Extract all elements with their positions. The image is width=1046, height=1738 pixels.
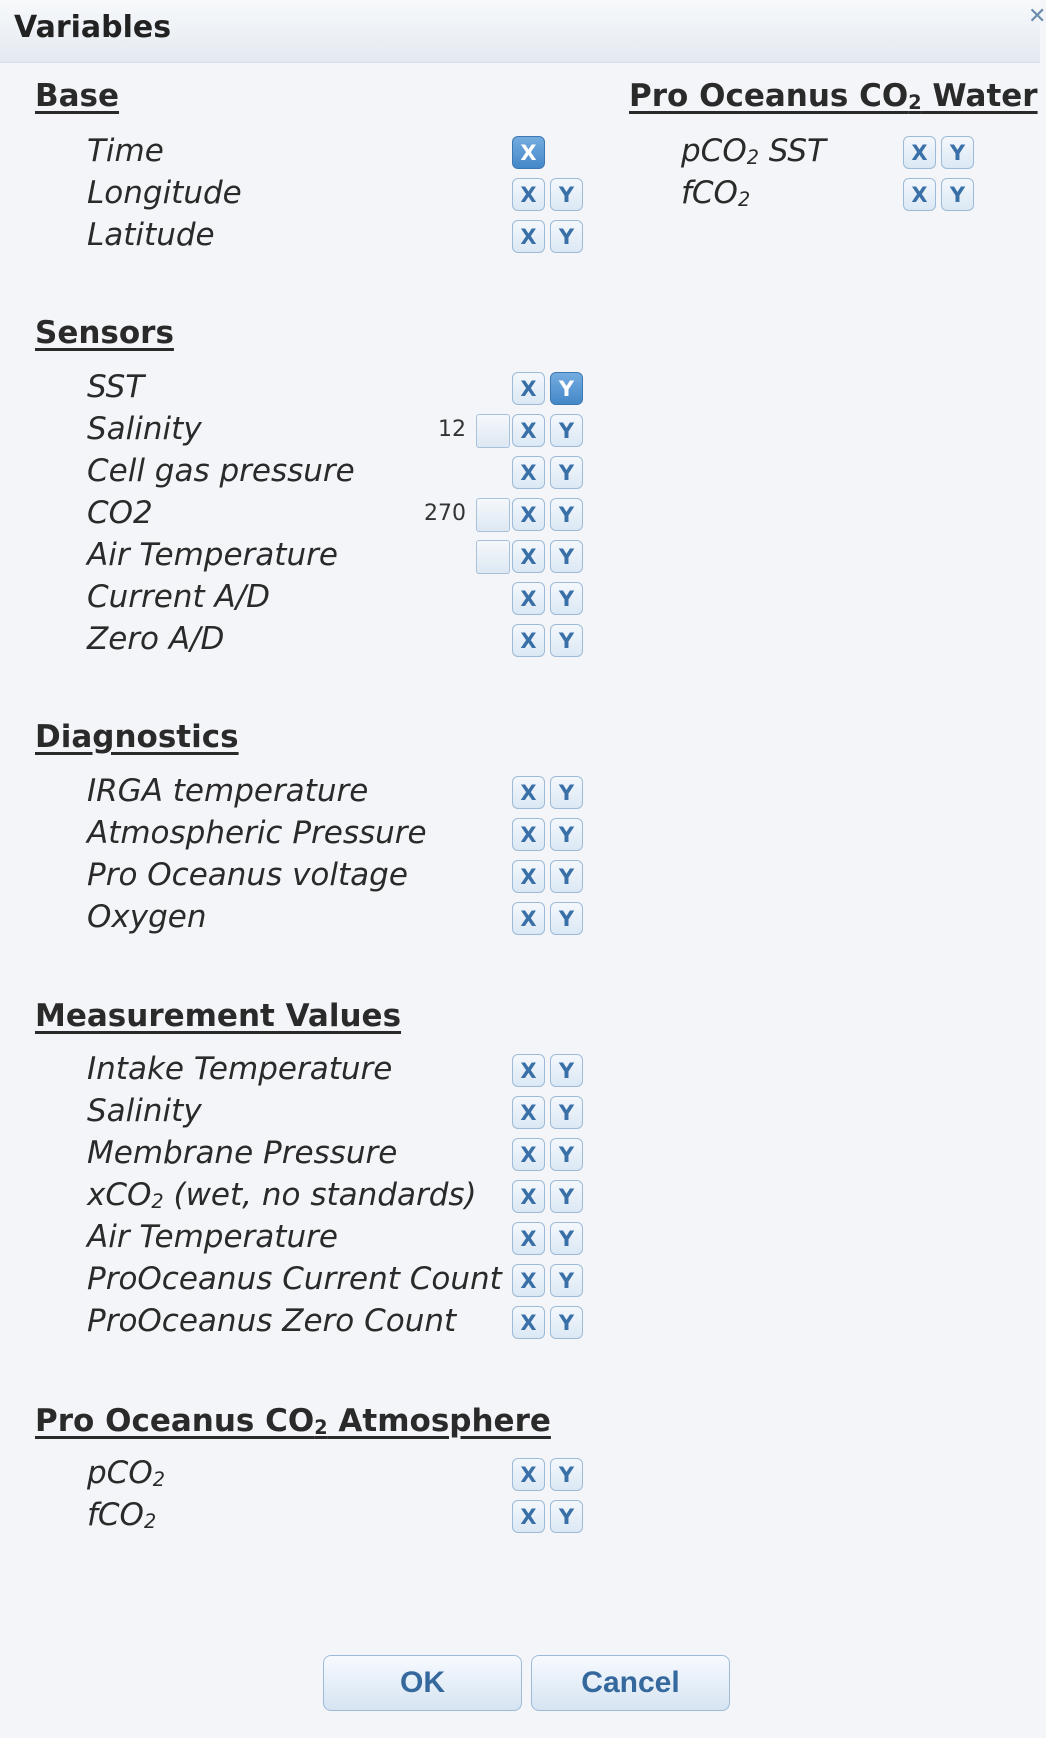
variable-label-zero-a-d: Zero A/D: [87, 621, 225, 657]
label-suffix: (wet, no standards): [163, 1177, 477, 1213]
x-axis-button[interactable]: X: [512, 818, 545, 851]
x-axis-button[interactable]: X: [512, 860, 545, 893]
x-axis-button[interactable]: X: [512, 624, 545, 657]
x-axis-button[interactable]: X: [512, 220, 545, 253]
x-axis-button[interactable]: X: [512, 414, 545, 447]
variable-label-co2: CO2: [87, 495, 153, 531]
x-axis-button[interactable]: X: [512, 1096, 545, 1129]
y-axis-button[interactable]: Y: [550, 1306, 583, 1339]
y-axis-button[interactable]: Y: [550, 1500, 583, 1533]
y-axis-button[interactable]: Y: [550, 414, 583, 447]
variable-label-membrane-pressure: Membrane Pressure: [87, 1135, 398, 1171]
y-axis-button[interactable]: Y: [550, 456, 583, 489]
variable-label-air-temperature: Air Temperature: [87, 1219, 338, 1255]
variable-label-xco2-wet-no-standards: [87, 1177, 477, 1220]
x-axis-button[interactable]: X: [512, 776, 545, 809]
x-axis-button[interactable]: X: [512, 582, 545, 615]
variable-label-salinity: Salinity: [87, 1093, 202, 1129]
y-axis-button[interactable]: Y: [550, 498, 583, 531]
range-value: 12: [438, 417, 466, 442]
label-subscript: 2: [151, 1189, 164, 1213]
x-axis-button[interactable]: X: [512, 1264, 545, 1297]
color-swatch[interactable]: [476, 540, 510, 574]
variable-label-oxygen: Oxygen: [87, 899, 207, 935]
label-subscript: 2: [152, 1467, 165, 1491]
section-header-atmosphere: [35, 1403, 551, 1439]
label-text: fCO: [87, 1497, 144, 1533]
y-axis-button[interactable]: Y: [941, 178, 974, 211]
cancel-button[interactable]: Cancel: [531, 1655, 730, 1711]
x-axis-button[interactable]: X: [512, 456, 545, 489]
variable-label-atmospheric-pressure: Atmospheric Pressure: [87, 815, 427, 851]
x-axis-button[interactable]: X: [512, 1458, 545, 1491]
label-text: pCO: [87, 1455, 153, 1491]
x-axis-button[interactable]: X: [512, 540, 545, 573]
variable-label-irga-temperature: IRGA temperature: [87, 773, 369, 809]
header-subscript: 2: [908, 90, 922, 114]
variable-label-pro-oceanus-voltage: Pro Oceanus voltage: [87, 857, 408, 893]
y-axis-button[interactable]: Y: [550, 1054, 583, 1087]
label-subscript: 2: [746, 145, 759, 169]
y-axis-button[interactable]: Y: [550, 582, 583, 615]
y-axis-button[interactable]: Y: [550, 860, 583, 893]
variable-label-latitude: Latitude: [87, 217, 215, 253]
section-header-base: Base: [35, 78, 120, 114]
y-axis-button[interactable]: Y: [550, 818, 583, 851]
variable-label-pco2: [87, 1455, 165, 1498]
variable-label-intake-temperature: Intake Temperature: [87, 1051, 393, 1087]
y-axis-button[interactable]: Y: [550, 1458, 583, 1491]
x-axis-button[interactable]: X: [903, 178, 936, 211]
label-suffix: SST: [758, 133, 826, 169]
ok-button[interactable]: OK: [323, 1655, 522, 1711]
x-axis-button[interactable]: X: [903, 136, 936, 169]
y-axis-button[interactable]: Y: [550, 220, 583, 253]
variable-label-fco2: [681, 175, 750, 218]
header-suffix: Water: [921, 78, 1038, 114]
variable-label-prooceanus-zero-count: ProOceanus Zero Count: [87, 1303, 457, 1339]
y-axis-button[interactable]: Y: [550, 372, 583, 405]
label-text: fCO: [681, 175, 738, 211]
variable-label-current-a-d: Current A/D: [87, 579, 271, 615]
window-title: Variables: [14, 10, 172, 45]
y-axis-button[interactable]: Y: [550, 540, 583, 573]
x-axis-button[interactable]: X: [512, 902, 545, 935]
x-axis-button[interactable]: X: [512, 1222, 545, 1255]
variable-label-sst: SST: [87, 369, 145, 405]
title-bar: [0, 0, 1046, 63]
label-subscript: 2: [143, 1509, 157, 1533]
section-header-diagnostics: Diagnostics: [35, 719, 239, 755]
y-axis-button[interactable]: Y: [550, 1096, 583, 1129]
color-swatch[interactable]: [476, 498, 510, 532]
x-axis-button[interactable]: X: [512, 498, 545, 531]
variable-label-salinity: Salinity: [87, 411, 202, 447]
y-axis-button[interactable]: Y: [941, 136, 974, 169]
x-axis-button[interactable]: X: [512, 136, 545, 169]
variable-label-longitude: Longitude: [87, 175, 242, 211]
y-axis-button[interactable]: Y: [550, 1264, 583, 1297]
y-axis-button[interactable]: Y: [550, 776, 583, 809]
section-header-water: [629, 78, 1038, 114]
y-axis-button[interactable]: Y: [550, 1138, 583, 1171]
header-subscript: 2: [314, 1415, 328, 1439]
label-subscript: 2: [737, 187, 751, 211]
variable-label-cell-gas-pressure: Cell gas pressure: [87, 453, 355, 489]
y-axis-button[interactable]: Y: [550, 902, 583, 935]
y-axis-button[interactable]: Y: [550, 1222, 583, 1255]
header-text: Pro Oceanus CO: [629, 78, 909, 114]
color-swatch[interactable]: [476, 414, 510, 448]
variable-label-prooceanus-current-count: ProOceanus Current Count: [87, 1261, 502, 1297]
header-text: Pro Oceanus CO: [35, 1403, 315, 1439]
variable-label-time: Time: [87, 133, 164, 169]
x-axis-button[interactable]: X: [512, 372, 545, 405]
y-axis-button[interactable]: Y: [550, 178, 583, 211]
x-axis-button[interactable]: X: [512, 178, 545, 211]
x-axis-button[interactable]: X: [512, 1306, 545, 1339]
y-axis-button[interactable]: Y: [550, 624, 583, 657]
label-text: pCO: [681, 133, 747, 169]
variable-label-pco2-sst: [681, 133, 826, 176]
x-axis-button[interactable]: X: [512, 1054, 545, 1087]
section-header-sensors: Sensors: [35, 315, 174, 351]
x-axis-button[interactable]: X: [512, 1180, 545, 1213]
close-icon[interactable]: ✕: [1028, 4, 1046, 29]
x-axis-button[interactable]: X: [512, 1138, 545, 1171]
header-suffix: Atmosphere: [327, 1403, 551, 1439]
variable-label-air-temperature: Air Temperature: [87, 537, 338, 573]
section-header-measurement: Measurement Values: [35, 998, 402, 1034]
variable-label-fco2: [87, 1497, 156, 1540]
y-axis-button[interactable]: Y: [550, 1180, 583, 1213]
x-axis-button[interactable]: X: [512, 1500, 545, 1533]
range-value: 270: [424, 501, 466, 526]
label-text: xCO: [87, 1177, 152, 1213]
